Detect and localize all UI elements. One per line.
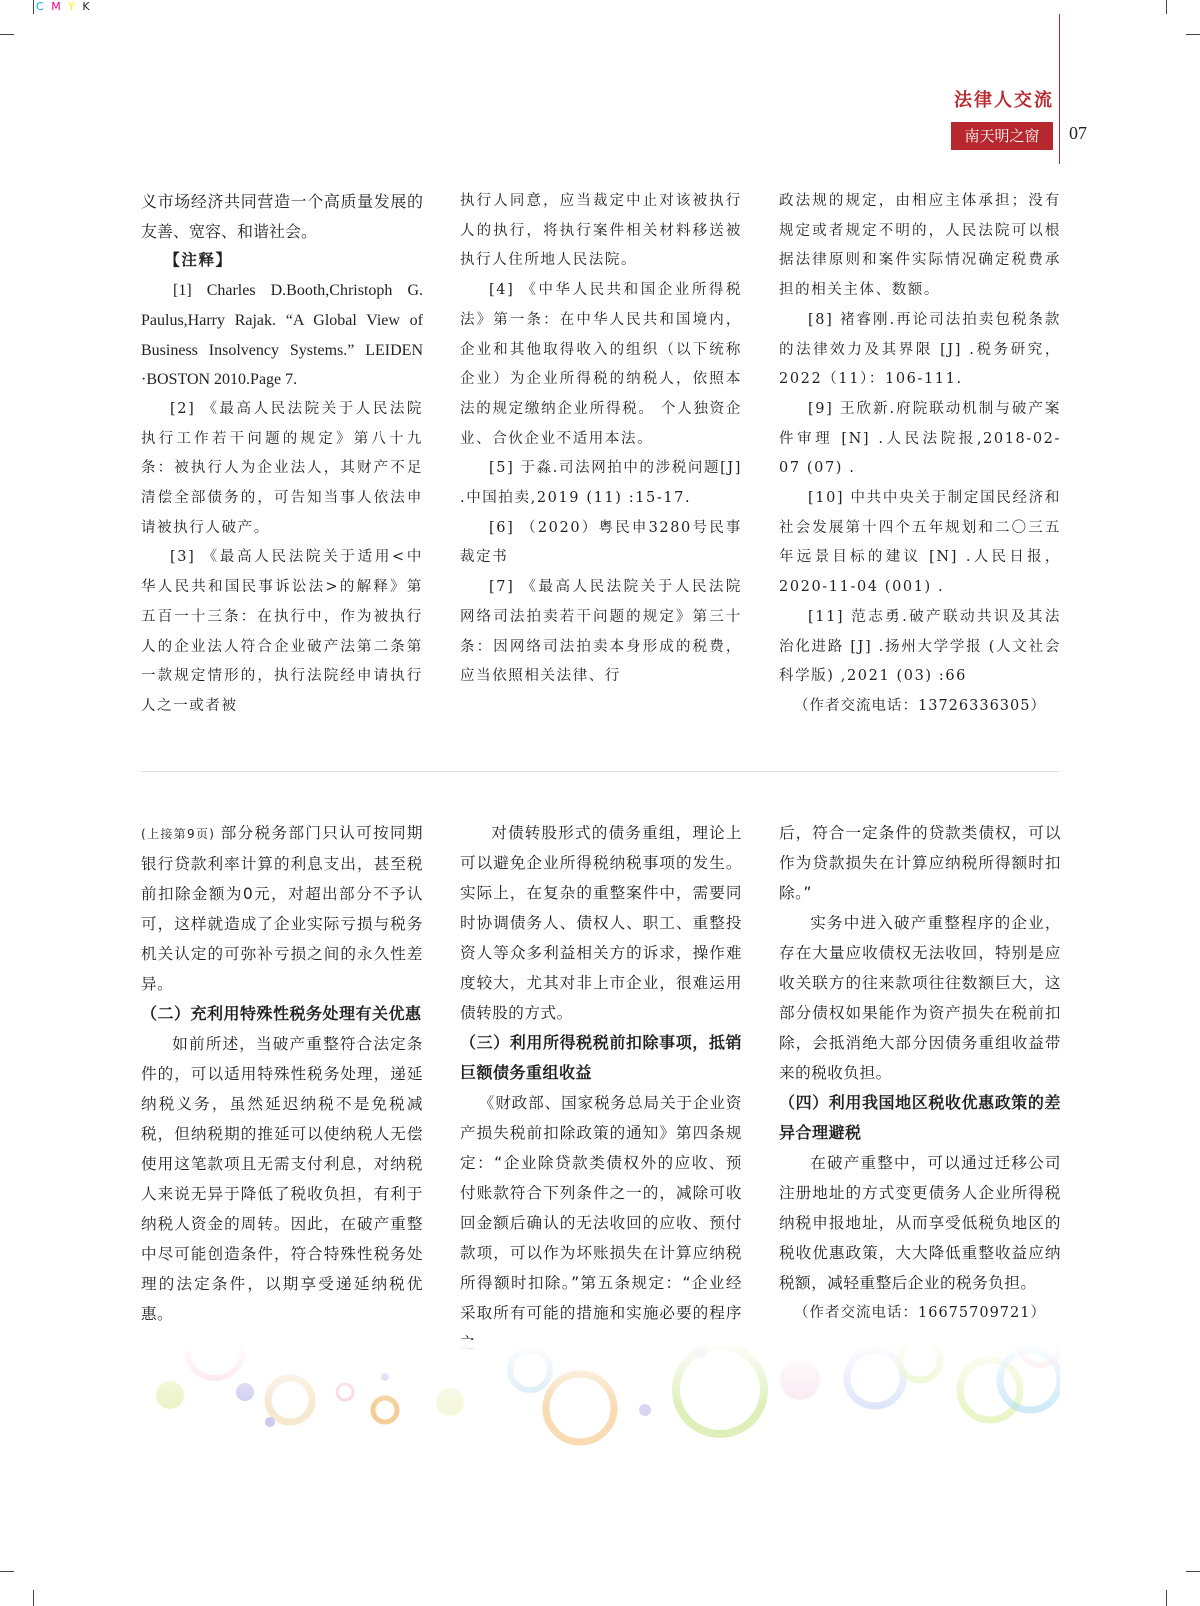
note-continuation: 政法规的规定，由相应主体承担；没有规定或者规定不明的，人民法院可以根据法律原则和案件实际情况确定税费承担的相关主体、数额。 — [779, 193, 1061, 299]
continued-from-marker: (上接第9页) — [141, 827, 215, 841]
cmyk-k: K — [82, 0, 92, 13]
column-tag: 南天明之窗 — [951, 122, 1053, 150]
paragraph: 在破产重整中，可以通过迁移公司注册地址的方式变更债务人企业所得税纳税申报地址，从而享受低税负地区的税收优惠政策，大大降低重整收益应纳税额，减轻重整后企业的税务负担。 — [779, 1154, 1061, 1292]
section-heading: （三）利用所得税税前扣除事项，抵销巨额债务重组收益 — [460, 1033, 742, 1082]
paragraph-text: 部分税务部门只认可按同期银行贷款利率计算的利息支出，甚至税前扣除金额为0元，对超出部分不予认可，这样就造成了企业实际亏损与税务机关认定的可弥补亏损之间的永久性差异。 — [141, 824, 423, 993]
crop-mark — [1186, 34, 1200, 35]
article-ending: 义市场经济共同营造一个高质量发展的友善、宽容、和谐社会。 — [141, 192, 423, 241]
crop-mark — [0, 1571, 14, 1572]
section-heading: （四）利用我国地区税收优惠政策的差异合理避税 — [779, 1093, 1061, 1142]
header-rule — [1059, 14, 1060, 164]
decorative-bubbles — [140, 1340, 1060, 1475]
crop-mark — [33, 1590, 34, 1606]
article-column-1 — [141, 818, 423, 1329]
author-contact: （作者交流电话：16675709721） — [794, 1305, 1046, 1321]
cmyk-c: C — [36, 0, 46, 13]
page-number: 07 — [1069, 123, 1087, 143]
crop-mark — [1166, 0, 1167, 14]
cmyk-m: M — [51, 0, 63, 13]
note-item: [8] 褚睿刚.再论司法拍卖包税条款的法律效力及其界限 [J] .税务研究，2022（11）：106-111. — [779, 311, 1061, 388]
paragraph: 后，符合一定条件的贷款类债权，可以作为贷款损失在计算应纳税所得额时扣除。” — [779, 824, 1061, 902]
notes-heading: 【注释】 — [164, 251, 233, 270]
note-item: [6] （2020）粤民申3280号民事裁定书 — [460, 519, 742, 566]
note-item: [3] 《最高人民法院关于适用<中华人民共和国民事诉讼法>的解释》第五百一十三条：在执行中，作为被执行人的企业法人符合企业破产法第二条第一款规定情形的，执行法院经申请执行人之一或者被 — [141, 549, 423, 714]
note-item: [4] 《中华人民共和国企业所得税法》第一条：在中华人民共和国境内，企业和其他取得收入的组织（以下统称企业）为企业所得税的纳税人，依照本法的规定缴纳企业所得税。 个人独资企业、合伙企业不适用本法。 — [460, 282, 742, 447]
section-heading: （二）充利用特殊性税务处理有关优惠 — [141, 1004, 422, 1023]
note-continuation: 执行人同意，应当裁定中止对该被执行人的执行，将执行案件相关材料移送被执行人住所地人民法院。 — [460, 193, 742, 269]
crop-mark — [1186, 1571, 1200, 1572]
note-item: [11] 范志勇.破产联动共识及其法治化进路 [J] .扬州大学学报 (人文社会科学版) ,2021 (03) :66 — [779, 608, 1061, 685]
paragraph — [141, 818, 423, 999]
note-item: [10] 中共中央关于制定国民经济和社会发展第十四个五年规划和二〇三五年远景目标的建议 [N] .人民日报，2020-11-04 (001) . — [779, 490, 1061, 596]
notes-column-1 — [141, 187, 423, 722]
article-column-2 — [460, 818, 742, 1358]
cmyk-y: Y — [68, 0, 77, 13]
note-item: [9] 王欣新.府院联动机制与破产案件审理 [N] .人民法院报,2018-02-07 (07) . — [779, 400, 1061, 477]
article-column-3 — [779, 818, 1061, 1328]
paragraph: 实务中进入破产重整程序的企业，存在大量应收债权无法收回，特别是应收关联方的往来款项往往数额巨大，这部分债权如果能作为资产损失在税前扣除，会抵消绝大部分因债务重组收益带来的税收负担。 — [779, 914, 1061, 1082]
bubble-fade — [140, 1340, 1060, 1475]
paragraph: 对债转股形式的债务重组，理论上可以避免企业所得税纳税事项的发生。实际上，在复杂的重整案件中，需要同时协调债务人、债权人、职工、重整投资人等众多利益相关方的诉求，操作难度较大，尤其对非上市企业，很难运用债转股的方式。 — [460, 824, 742, 1022]
notes-column-2 — [460, 187, 742, 692]
notes-column-3 — [779, 187, 1061, 722]
section-divider — [141, 771, 1059, 772]
crop-mark — [1166, 1590, 1167, 1606]
crop-mark — [33, 0, 34, 14]
paragraph: 《财政部、国家税务总局关于企业资产损失税前扣除政策的通知》第四条规定：“企业除贷款类债权外的应收、预付账款符合下列条件之一的，减除可收回金额后确认的无法收回的应收、预付款项，可以作为坏账损失在计算应纳税所得额时扣除。”第五条规定：“企业经采取所有可能的措施和实施必要的程序 — [460, 1094, 742, 1322]
note-item: [2] 《最高人民法院关于人民法院执行工作若干问题的规定》第八十九条：被执行人为企业法人，其财产不足清偿全部债务的，可告知当事人依法申请被执行人破产。 — [141, 400, 423, 536]
crop-mark — [0, 34, 14, 35]
magazine-section-title: 法律人交流 — [954, 90, 1054, 111]
note-item: [7] 《最高人民法院关于人民法院网络司法拍卖若干问题的规定》第三十条：因网络司法拍卖本身形成的税费，应当依照相关法律、行 — [460, 579, 742, 685]
note-item: [1] Charles D.Booth,Christoph G. Paulus,Harry Rajak. “A Global View of Business Insolvency Systems.” LEIDEN ·BOSTON 2010.Page 7. — [141, 282, 423, 389]
cmyk-registration — [36, 0, 92, 13]
note-item: [5] 于淼.司法网拍中的涉税问题[J] .中国拍卖,2019 (11) :15-17. — [460, 460, 742, 507]
paragraph: 如前所述，当破产重整符合法定条件的，可以适用特殊性税务处理，递延纳税义务，虽然延迟纳税不是免税减税，但纳税期的推延可以使纳税人无偿使用这笔款项且无需支付利息，对纳税人来说无异于降低了税收负担，有利于纳税人资金的周转。因此，在破产重整中尽可能创造条件，符合特殊性税务处理的法定条件，以期享受递延纳税优惠。 — [141, 1035, 423, 1323]
author-contact: （作者交流电话：13726336305） — [794, 697, 1046, 714]
